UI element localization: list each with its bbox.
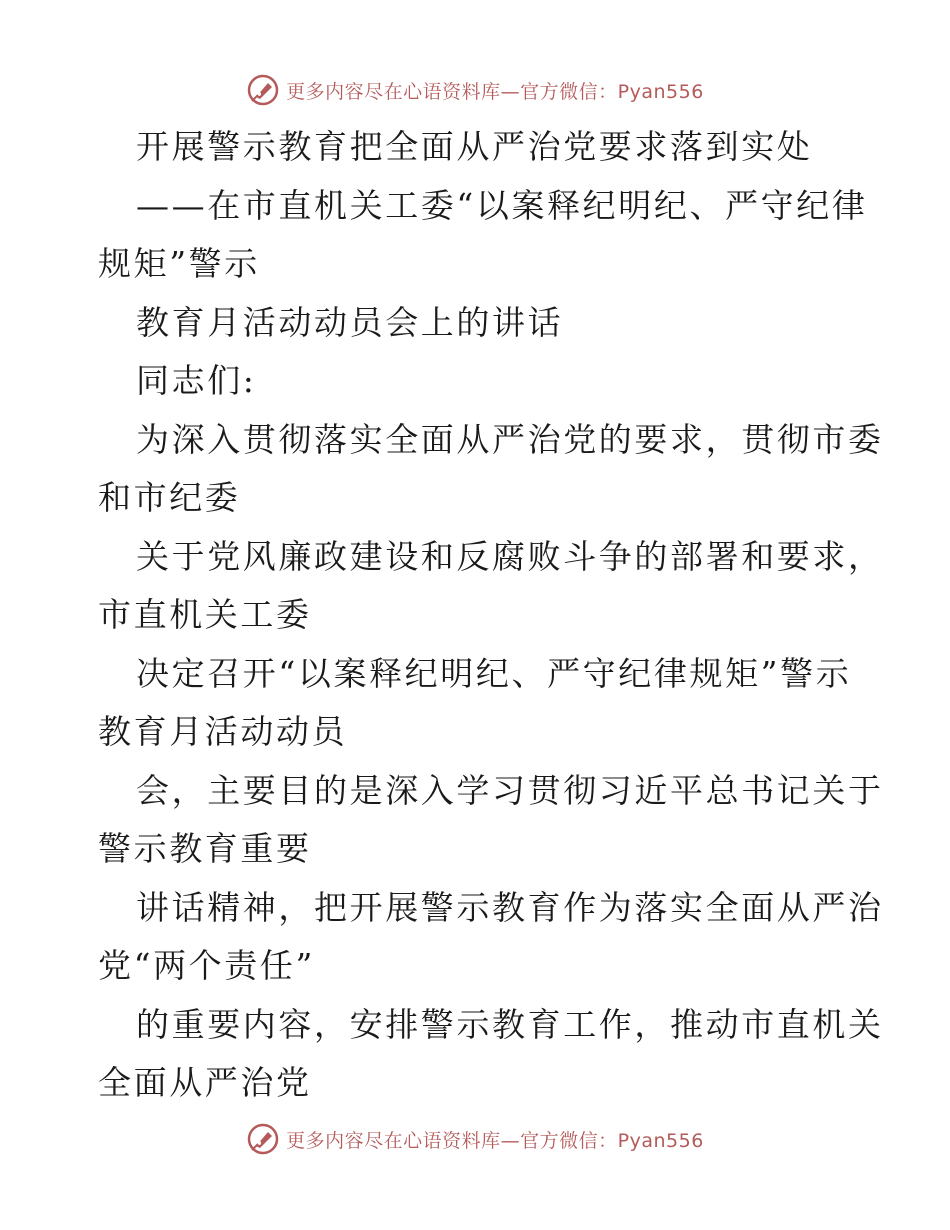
header-watermark-text: 更多内容尽在心语资料库—官方微信：Pyan556 xyxy=(286,80,704,103)
header-watermark xyxy=(0,70,950,110)
pen-nib-logo-icon xyxy=(246,73,280,107)
pen-nib-logo-icon xyxy=(246,1122,280,1156)
footer-watermark-text: 更多内容尽在心语资料库—官方微信：Pyan556 xyxy=(286,1129,704,1152)
paragraph-line: 会，主要目的是深入学习贯彻习近平总书记关于 xyxy=(136,770,884,810)
paragraph-line: 全面从严治党 xyxy=(98,1063,312,1102)
document-subtitle-line-2: 规矩”警示 xyxy=(98,244,260,283)
footer-watermark xyxy=(0,1119,950,1159)
paragraph-line: 教育月活动动员 xyxy=(98,712,348,751)
document-body xyxy=(98,118,884,1113)
paragraph-line: 关于党风廉政建设和反腐败斗争的部署和要求， xyxy=(136,536,884,576)
paragraph-line: 警示教育重要 xyxy=(98,829,312,868)
document-title: 开展警示教育把全面从严治党要求落到实处 xyxy=(136,127,813,166)
paragraph-line: 的重要内容，安排警示教育工作，推动市直机关 xyxy=(136,1004,884,1044)
paragraph-line: 讲话精神，把开展警示教育作为落实全面从严治 xyxy=(136,887,884,927)
footer-watermark-inner xyxy=(246,1122,704,1156)
paragraph-line: 为深入贯彻落实全面从严治党的要求，贯彻市委 xyxy=(136,419,884,459)
paragraph-line: 决定召开“以案释纪明纪、严守纪律规矩”警示 xyxy=(136,653,852,693)
salutation: 同志们: xyxy=(136,361,257,400)
header-watermark-inner xyxy=(246,73,704,107)
paragraph-line: 市直机关工委 xyxy=(98,595,312,634)
paragraph-line: 党“两个责任” xyxy=(98,946,315,985)
paragraph-line: 和市纪委 xyxy=(98,478,241,517)
document-subtitle-line-3: 教育月活动动员会上的讲话 xyxy=(136,302,564,342)
document-subtitle-line-1: ——在市直机关工委“以案释纪明纪、严守纪律 xyxy=(136,185,868,225)
